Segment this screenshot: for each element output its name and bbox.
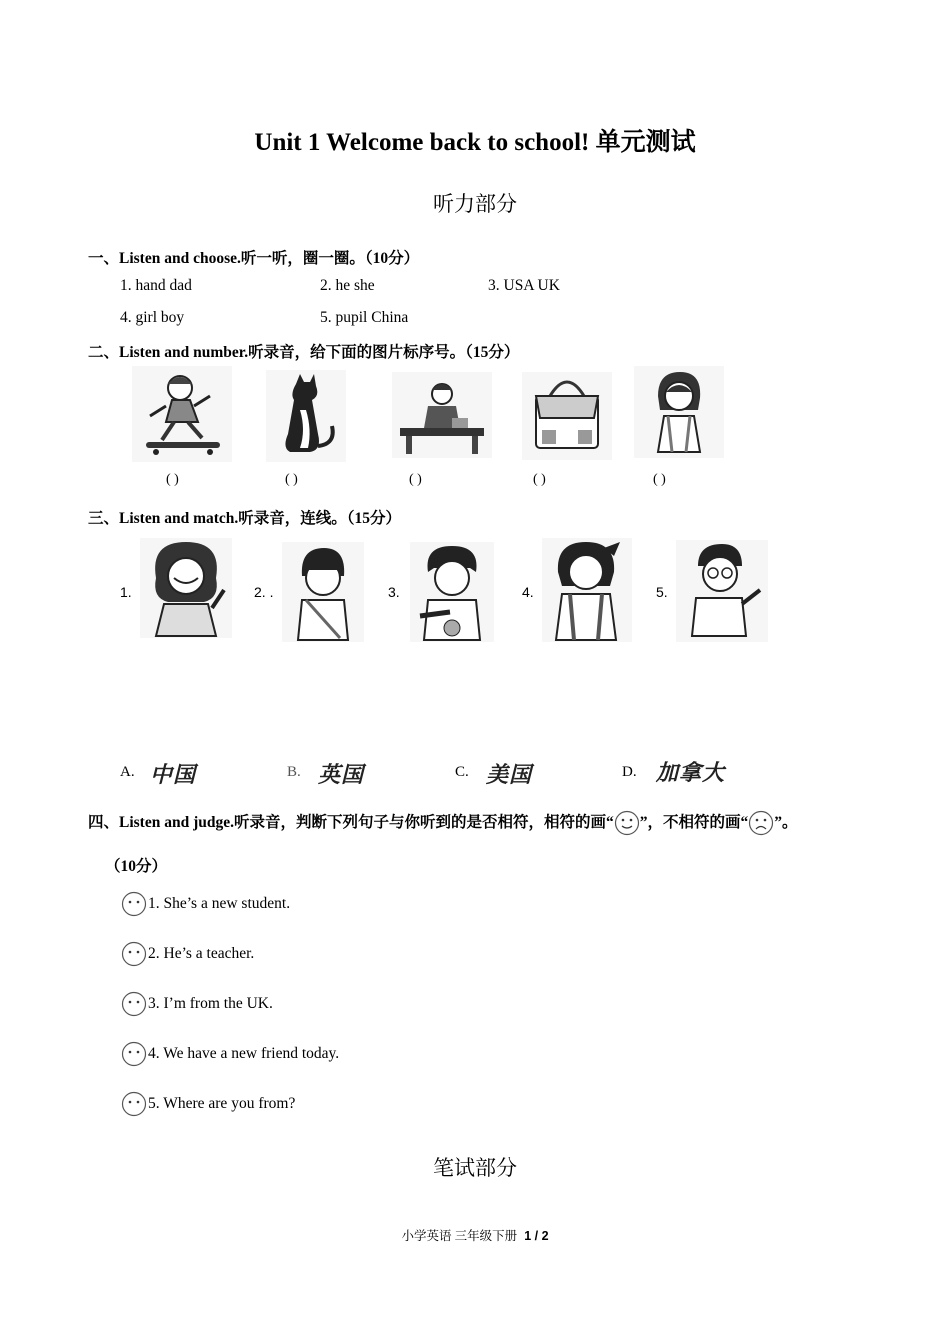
option-d-country: 加拿大 (656, 761, 726, 786)
section1-heading: 一、Listen and choose.听一听，圈一圈。（10分） (88, 250, 420, 267)
section4-heading-part2: ”，不相符的画“ (639, 814, 749, 831)
option-c-letter: C. (455, 764, 469, 780)
option-b-country: 英国 (318, 763, 365, 788)
judge-sentence-5: 5. Where are you from? (148, 1095, 296, 1112)
choice-item-3: 3. USA UK (488, 277, 560, 294)
section4-score: （10分） (105, 858, 168, 875)
option-b-letter: B. (287, 764, 301, 780)
option-c-country: 美国 (486, 763, 533, 788)
number-blank-4[interactable]: ( ) (533, 472, 546, 487)
choice-item-4: 4. girl boy (120, 309, 185, 326)
judge-sentence-4: 4. We have a new friend today. (148, 1045, 340, 1062)
cat-picture (266, 370, 346, 462)
writing-section-title: 笔试部分 (433, 1156, 517, 1180)
child-4-picture (542, 538, 632, 642)
match-number-4: 4. (522, 584, 534, 600)
page-footer (0, 1226, 950, 1244)
section4-heading (88, 810, 798, 836)
section4-heading-part3: ”。 (774, 814, 798, 831)
section3-heading: 三、Listen and match.听录音，连线。（15分） (88, 510, 402, 527)
blank-face-icon[interactable] (121, 1041, 147, 1067)
blank-face-icon[interactable] (121, 991, 147, 1017)
boy-skateboard-picture (132, 366, 232, 462)
page-title: Unit 1 Welcome back to school! 单元测试 (254, 129, 696, 156)
judge-sentence-3: 3. I’m from the UK. (148, 995, 273, 1012)
teacher-desk-picture (392, 372, 492, 458)
footer-text: 小学英语 三年级下册 (401, 1229, 518, 1243)
option-a-letter: A. (120, 764, 135, 780)
sad-face-icon (748, 810, 774, 836)
number-blank-5[interactable]: ( ) (653, 472, 666, 487)
choice-item-1: 1. hand dad (120, 277, 192, 294)
choice-item-5: 5. pupil China (320, 309, 409, 326)
judge-sentence-1: 1. She’s a new student. (148, 895, 291, 912)
blank-face-icon[interactable] (121, 891, 147, 917)
number-blank-2[interactable]: ( ) (285, 472, 298, 487)
number-blank-3[interactable]: ( ) (409, 472, 422, 487)
section2-heading: 二、Listen and number.听录音，给下面的图片标序号。（15分） (88, 344, 520, 361)
match-number-1: 1. (120, 584, 132, 600)
choice-item-2: 2. he she (320, 277, 375, 294)
match-number-3: 3. (388, 584, 400, 600)
match-number-2: 2. . (254, 584, 274, 600)
blank-face-icon[interactable] (121, 1091, 147, 1117)
option-a-country: 中国 (150, 763, 197, 788)
child-1-picture (140, 538, 232, 638)
child-3-picture (410, 542, 494, 642)
option-d-letter: D. (622, 764, 637, 780)
blank-face-icon[interactable] (121, 941, 147, 967)
girl-picture (634, 366, 724, 458)
child-5-picture (676, 540, 768, 642)
judge-sentence-2: 2. He’s a teacher. (148, 945, 255, 962)
smile-face-icon (614, 810, 640, 836)
number-blank-1[interactable]: ( ) (166, 472, 179, 487)
page-number: 1 / 2 (524, 1229, 549, 1243)
match-number-5: 5. (656, 584, 668, 600)
child-2-picture (282, 542, 364, 642)
schoolbag-picture (522, 372, 612, 460)
listening-section-title: 听力部分 (433, 192, 517, 216)
section4-heading-part1: 四、Listen and judge.听录音，判断下列句子与你听到的是否相符，相符的画“ (88, 814, 614, 831)
